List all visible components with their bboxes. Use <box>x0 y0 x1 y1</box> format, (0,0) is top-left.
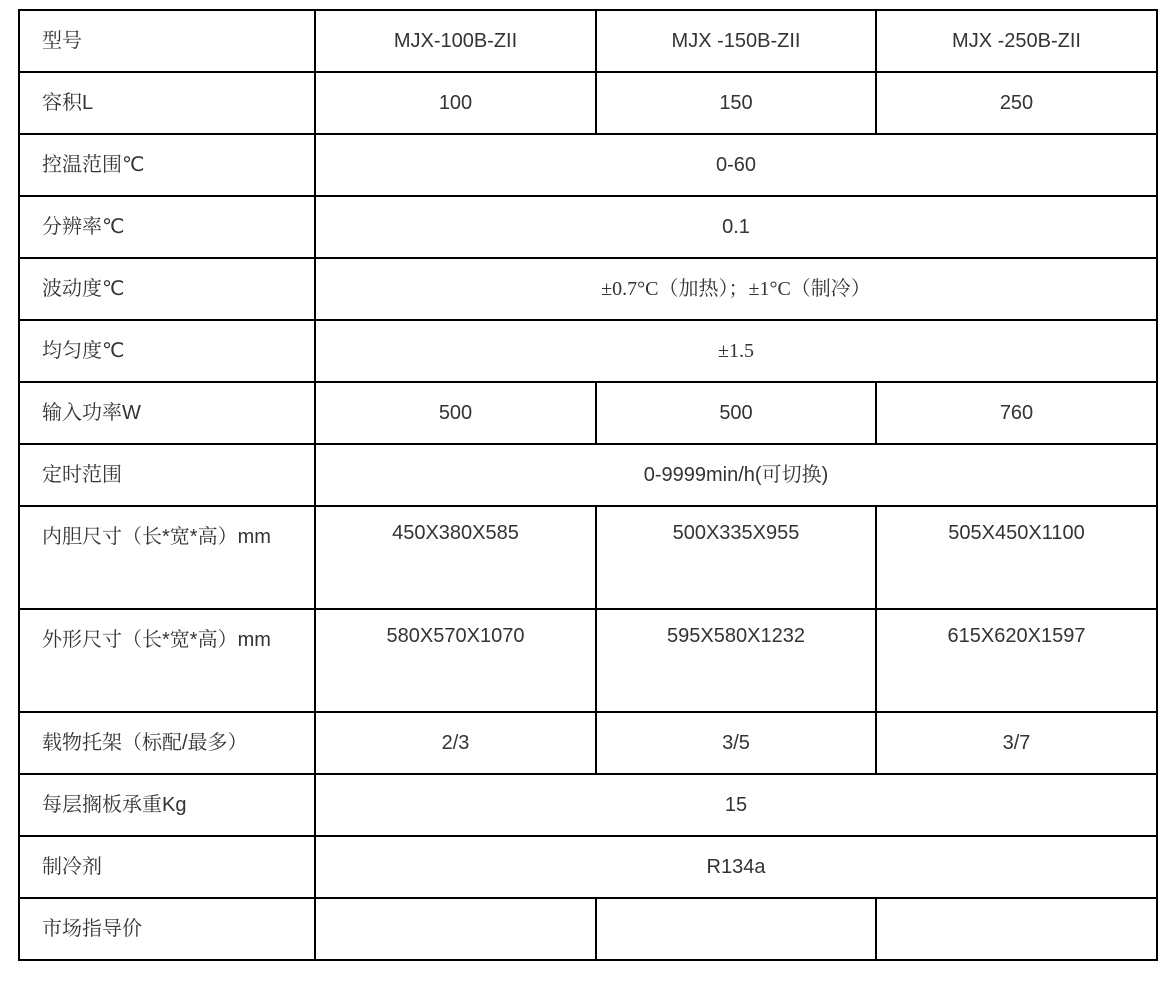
value-cell: 615X620X1597 <box>876 609 1157 712</box>
value-cell: 500X335X955 <box>596 506 876 609</box>
row-label: 定时范围 <box>19 444 315 506</box>
value-cell: 505X450X1100 <box>876 506 1157 609</box>
table-row-outer-size <box>19 609 1157 712</box>
table-row-volume <box>19 72 1157 134</box>
value-cell: 250 <box>876 72 1157 134</box>
table-row-refrigerant <box>19 836 1157 898</box>
row-label: 市场指导价 <box>19 898 315 960</box>
value-cell: 450X380X585 <box>315 506 596 609</box>
row-label: 控温范围℃ <box>19 134 315 196</box>
row-label-model: 型号 <box>19 10 315 72</box>
value-cell: 500 <box>315 382 596 444</box>
table-row-resolution <box>19 196 1157 258</box>
table-row-power <box>19 382 1157 444</box>
table-row-temp-range <box>19 134 1157 196</box>
table-row-fluctuation <box>19 258 1157 320</box>
value-cell <box>315 898 596 960</box>
value-cell: 2/3 <box>315 712 596 774</box>
merged-value-cell: ±0.7°C（加热）；±1°C（制冷） <box>315 258 1157 320</box>
row-label: 均匀度℃ <box>19 320 315 382</box>
row-label: 容积L <box>19 72 315 134</box>
value-cell: 100 <box>315 72 596 134</box>
model-cell: MJX -150B-ZII <box>596 10 876 72</box>
row-label: 每层搁板承重Kg <box>19 774 315 836</box>
value-cell: 595X580X1232 <box>596 609 876 712</box>
model-cell: MJX-100B-ZII <box>315 10 596 72</box>
model-cell: MJX -250B-ZII <box>876 10 1157 72</box>
value-cell: 3/7 <box>876 712 1157 774</box>
table-row-inner-size <box>19 506 1157 609</box>
merged-value-cell: ±1.5 <box>315 320 1157 382</box>
value-cell: 580X570X1070 <box>315 609 596 712</box>
merged-value-cell: 0-9999min/h(可切换) <box>315 444 1157 506</box>
row-label: 外形尺寸（长*宽*高）mm <box>19 609 315 712</box>
table-row-timer <box>19 444 1157 506</box>
merged-value-cell: R134a <box>315 836 1157 898</box>
merged-value-cell: 0.1 <box>315 196 1157 258</box>
table-row-shelf-load <box>19 774 1157 836</box>
value-cell <box>876 898 1157 960</box>
merged-value-cell: 15 <box>315 774 1157 836</box>
spec-table <box>18 9 1158 961</box>
row-label: 制冷剂 <box>19 836 315 898</box>
value-cell: 3/5 <box>596 712 876 774</box>
table-row-uniformity <box>19 320 1157 382</box>
value-cell <box>596 898 876 960</box>
table-row-model <box>19 10 1157 72</box>
merged-value-cell: 0-60 <box>315 134 1157 196</box>
row-label: 波动度℃ <box>19 258 315 320</box>
row-label: 载物托架（标配/最多） <box>19 712 315 774</box>
value-cell: 150 <box>596 72 876 134</box>
row-label: 分辨率℃ <box>19 196 315 258</box>
table-row-price <box>19 898 1157 960</box>
row-label: 输入功率W <box>19 382 315 444</box>
value-cell: 760 <box>876 382 1157 444</box>
value-cell: 500 <box>596 382 876 444</box>
row-label: 内胆尺寸（长*宽*高）mm <box>19 506 315 609</box>
table-row-shelves <box>19 712 1157 774</box>
